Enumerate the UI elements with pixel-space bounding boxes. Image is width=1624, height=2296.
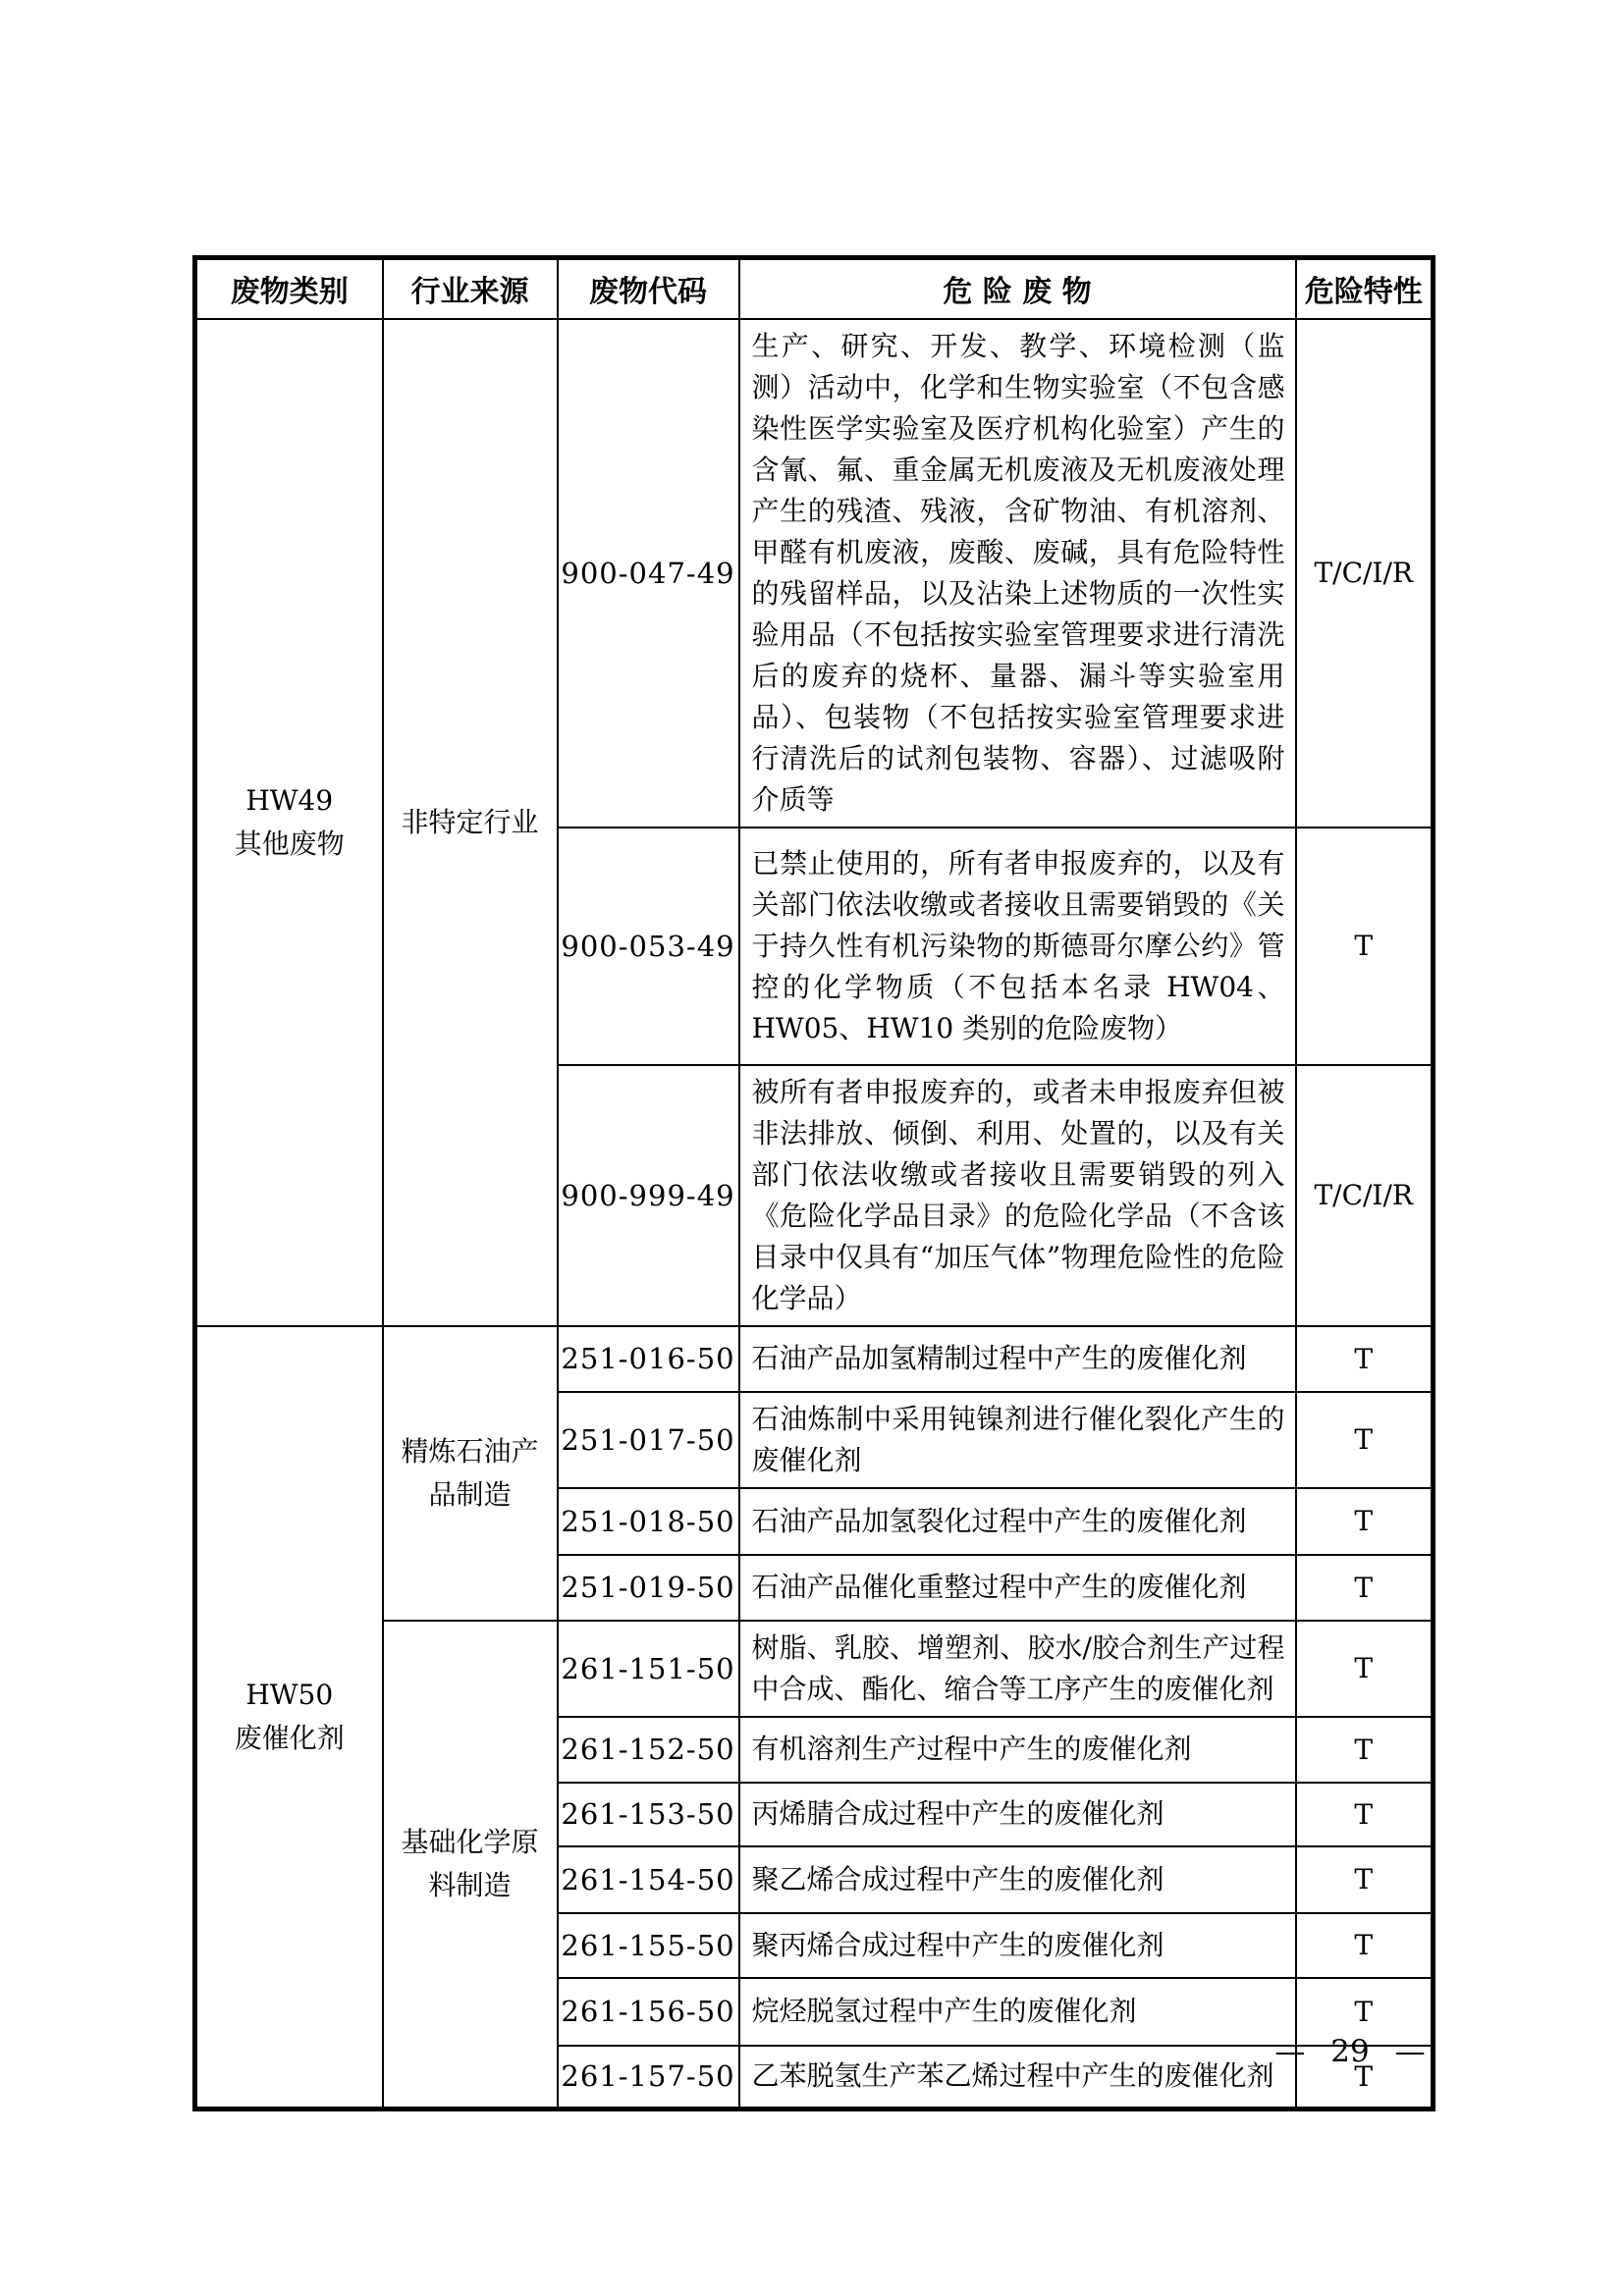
cell-industry-source: 精炼石油产品制造 bbox=[383, 1326, 558, 1621]
cell-waste-code: 261-155-50 bbox=[558, 1913, 739, 1978]
header-waste-category: 废物类别 bbox=[195, 258, 383, 319]
table-row bbox=[195, 1326, 1434, 1392]
cell-hazard-characteristics: T/C/I/R bbox=[1296, 1065, 1434, 1326]
cell-waste-description: 已禁止使用的，所有者申报废弃的，以及有关部门依法收缴或者接收且需要销毁的《关于持久性有机污染物的斯德哥尔摩公约》管控的化学物质（不包括本名录 HW04、HW05、HW10 类别的危险废物） bbox=[739, 828, 1296, 1065]
cell-waste-description: 烷烃脱氢过程中产生的废催化剂 bbox=[739, 1978, 1296, 2046]
cell-waste-description: 被所有者申报废弃的，或者未申报废弃但被非法排放、倾倒、利用、处置的，以及有关部门依法收缴或者接收且需要销毁的列入《危险化学品目录》的危险化学品（不含该目录中仅具有“加压气体”物理危险性的危险化学品） bbox=[739, 1065, 1296, 1326]
header-hazard-characteristics: 危险特性 bbox=[1296, 258, 1434, 319]
cell-waste-code: 261-154-50 bbox=[558, 1846, 739, 1913]
cell-waste-description: 丙烯腈合成过程中产生的废催化剂 bbox=[739, 1783, 1296, 1846]
cell-hazard-characteristics: T bbox=[1296, 828, 1434, 1065]
hazardous-waste-table bbox=[192, 255, 1435, 2111]
cell-waste-description: 树脂、乳胶、增塑剂、胶水/胶合剂生产过程中合成、酯化、缩合等工序产生的废催化剂 bbox=[739, 1621, 1296, 1717]
cell-waste-code: 261-153-50 bbox=[558, 1783, 739, 1846]
cell-waste-description: 聚乙烯合成过程中产生的废催化剂 bbox=[739, 1846, 1296, 1913]
table-row bbox=[195, 319, 1434, 828]
cell-waste-description: 石油产品加氢裂化过程中产生的废催化剂 bbox=[739, 1488, 1296, 1555]
cell-hazard-characteristics: T bbox=[1296, 1783, 1434, 1846]
cell-waste-description: 生产、研究、开发、教学、环境检测（监测）活动中，化学和生物实验室（不包含感染性医学实验室及医疗机构化验室）产生的含氰、氟、重金属无机废液及无机废液处理产生的残渣、残液，含矿物油、有机溶剂、甲醛有机废液，废酸、废碱，具有危险特性的残留样品，以及沾染上述物质的一次性实验用品（不包括按实验室管理要求进行清洗后的废弃的烧杯、量器、漏斗等实验室用品）、包装物（不包括按实验室管理要求进行清洗后的试剂包装物、容器）、过滤吸附介质等 bbox=[739, 319, 1296, 828]
header-waste-code: 废物代码 bbox=[558, 258, 739, 319]
cell-waste-description: 有机溶剂生产过程中产生的废催化剂 bbox=[739, 1717, 1296, 1783]
cell-waste-code: 251-016-50 bbox=[558, 1326, 739, 1392]
cell-waste-code: 251-017-50 bbox=[558, 1392, 739, 1488]
cell-waste-description: 石油产品加氢精制过程中产生的废催化剂 bbox=[739, 1326, 1296, 1392]
cell-waste-code: 261-151-50 bbox=[558, 1621, 739, 1717]
page-number: — 29 — bbox=[1274, 2034, 1426, 2069]
cell-waste-code: 261-156-50 bbox=[558, 1978, 739, 2046]
table-header-row bbox=[195, 258, 1434, 319]
cell-hazard-characteristics: T bbox=[1296, 2046, 1434, 2109]
waste-category-name: 废催化剂 bbox=[234, 1721, 345, 1754]
waste-category-code: HW49 bbox=[245, 783, 334, 817]
cell-waste-category bbox=[195, 1326, 383, 2109]
cell-hazard-characteristics: T/C/I/R bbox=[1296, 319, 1434, 828]
cell-waste-code: 251-018-50 bbox=[558, 1488, 739, 1555]
cell-hazard-characteristics: T bbox=[1296, 1392, 1434, 1488]
cell-hazard-characteristics: T bbox=[1296, 1978, 1434, 2046]
cell-hazard-characteristics: T bbox=[1296, 1326, 1434, 1392]
cell-waste-description: 石油炼制中采用钝镍剂进行催化裂化产生的废催化剂 bbox=[739, 1392, 1296, 1488]
cell-waste-code: 900-999-49 bbox=[558, 1065, 739, 1326]
cell-hazard-characteristics: T bbox=[1296, 1846, 1434, 1913]
cell-hazard-characteristics: T bbox=[1296, 1488, 1434, 1555]
cell-industry-source: 非特定行业 bbox=[383, 319, 558, 1326]
cell-waste-code: 251-019-50 bbox=[558, 1555, 739, 1621]
cell-hazard-characteristics: T bbox=[1296, 1717, 1434, 1783]
cell-waste-code: 900-053-49 bbox=[558, 828, 739, 1065]
cell-waste-code: 261-152-50 bbox=[558, 1717, 739, 1783]
cell-hazard-characteristics: T bbox=[1296, 1621, 1434, 1717]
cell-hazard-characteristics: T bbox=[1296, 1913, 1434, 1978]
cell-industry-source: 基础化学原料制造 bbox=[383, 1621, 558, 2109]
waste-category-code: HW50 bbox=[245, 1678, 334, 1711]
cell-waste-category bbox=[195, 319, 383, 1326]
waste-category-name: 其他废物 bbox=[234, 827, 345, 860]
cell-waste-description: 聚丙烯合成过程中产生的废催化剂 bbox=[739, 1913, 1296, 1978]
cell-waste-code: 261-157-50 bbox=[558, 2046, 739, 2109]
cell-waste-description: 石油产品催化重整过程中产生的废催化剂 bbox=[739, 1555, 1296, 1621]
cell-waste-code: 900-047-49 bbox=[558, 319, 739, 828]
header-hazardous-waste: 危 险 废 物 bbox=[739, 258, 1296, 319]
header-industry-source: 行业来源 bbox=[383, 258, 558, 319]
cell-waste-description: 乙苯脱氢生产苯乙烯过程中产生的废催化剂 bbox=[739, 2046, 1296, 2109]
cell-hazard-characteristics: T bbox=[1296, 1555, 1434, 1621]
